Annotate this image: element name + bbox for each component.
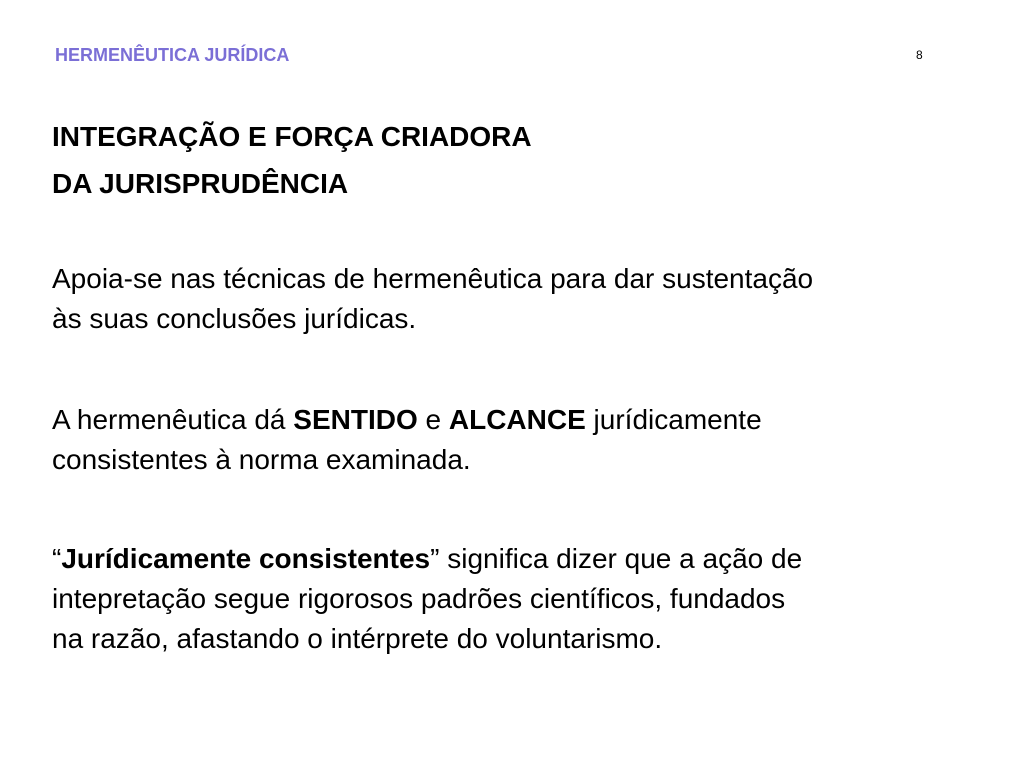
term-alcance: ALCANCE (448, 404, 586, 435)
open-quote: “ (52, 543, 62, 574)
paragraph1-line-1: Apoia-se nas técnicas de hermenêutica para dar sustentação (52, 263, 814, 294)
paragraph-juridically-consistent (52, 539, 992, 659)
slide-heading (52, 113, 952, 207)
paragraph3-line-3: na razão, afastando o intérprete do voluntarismo. (52, 623, 663, 654)
term-sentido: SENTIDO (293, 404, 418, 435)
paragraph-hermeneutic-techniques (52, 259, 992, 339)
paragraph2-connector: e (417, 404, 449, 435)
close-quote: ” (430, 543, 440, 574)
page-number: 8 (916, 48, 923, 62)
paragraph2-suffix: jurídicamente (585, 404, 762, 435)
slide-header-title: HERMENÊUTICA JURÍDICA (55, 45, 290, 65)
paragraph3-line-1 (52, 539, 992, 579)
term-juridicamente-consistentes: Jurídicamente consistentes (61, 543, 431, 574)
paragraph-sense-and-scope (52, 400, 992, 480)
heading-line-2: DA JURISPRUDÊNCIA (52, 168, 349, 199)
paragraph1-line-2: às suas conclusões jurídicas. (52, 303, 417, 334)
heading-line-1: INTEGRAÇÃO E FORÇA CRIADORA (52, 121, 532, 152)
paragraph3-rest-line-1: significa dizer que a ação de (439, 543, 803, 574)
paragraph2-line-1 (52, 400, 992, 440)
paragraph2-prefix: A hermenêutica dá (52, 404, 294, 435)
paragraph3-line-2: intepretação segue rigorosos padrões científicos, fundados (52, 583, 786, 614)
paragraph2-line-2: consistentes à norma examinada. (52, 444, 471, 475)
